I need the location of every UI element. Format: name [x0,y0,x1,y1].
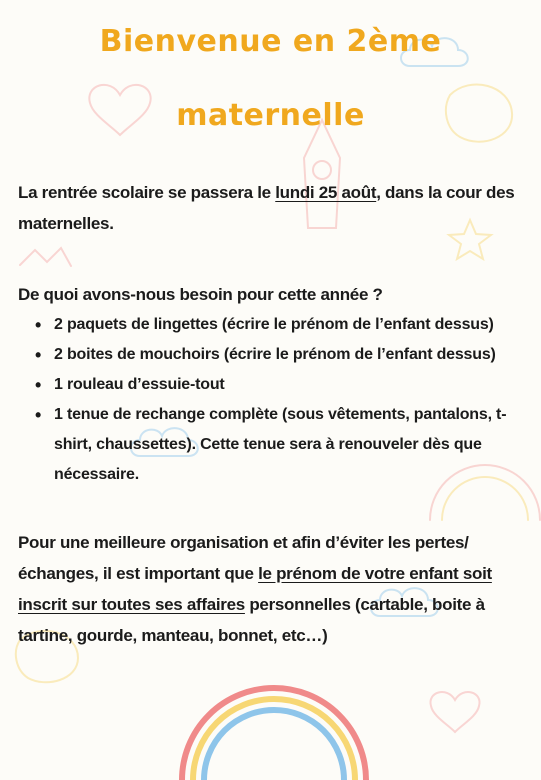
list-item: • 2 paquets de lingettes (écrire le prénom de l’enfant dessus) [54,310,541,340]
intro-date: lundi 25 août [275,183,377,202]
title-line-1: Bienvenue en 2ème [99,24,442,59]
list-item: • 2 boites de mouchoirs (écrire le prénom de l’enfant dessus) [54,340,541,370]
organisation-text: Pour une meilleure organisation et afin d’éviter les pertes/ échanges, il est important que [18,533,469,583]
supplies-list [18,310,541,490]
organisation-paragraph [18,527,518,651]
intro-text: La rentrée scolaire se passera le [18,183,276,202]
needs-question: De quoi avons-nous besoin pour cette année ? [18,285,383,304]
intro-paragraph [18,177,518,239]
list-item: • 1 rouleau d’essuie-tout [54,370,541,400]
organisation-text-end: personnelles (cartable, boite à tartine, gourde, manteau, bonnet, etc…) [18,595,485,645]
list-item: • 1 tenue de rechange complète (sous vêtements, pantalons, t-shirt, chaussettes). Cette tenue sera à renouveler dès que nécessaire. [54,400,541,490]
organisation-emphasis: le prénom de votre enfant soit inscrit sur toutes ses affaires [18,564,492,614]
title-line-2: maternelle [176,98,365,133]
intro-text-end: , dans la cour des maternelles. [18,183,515,233]
